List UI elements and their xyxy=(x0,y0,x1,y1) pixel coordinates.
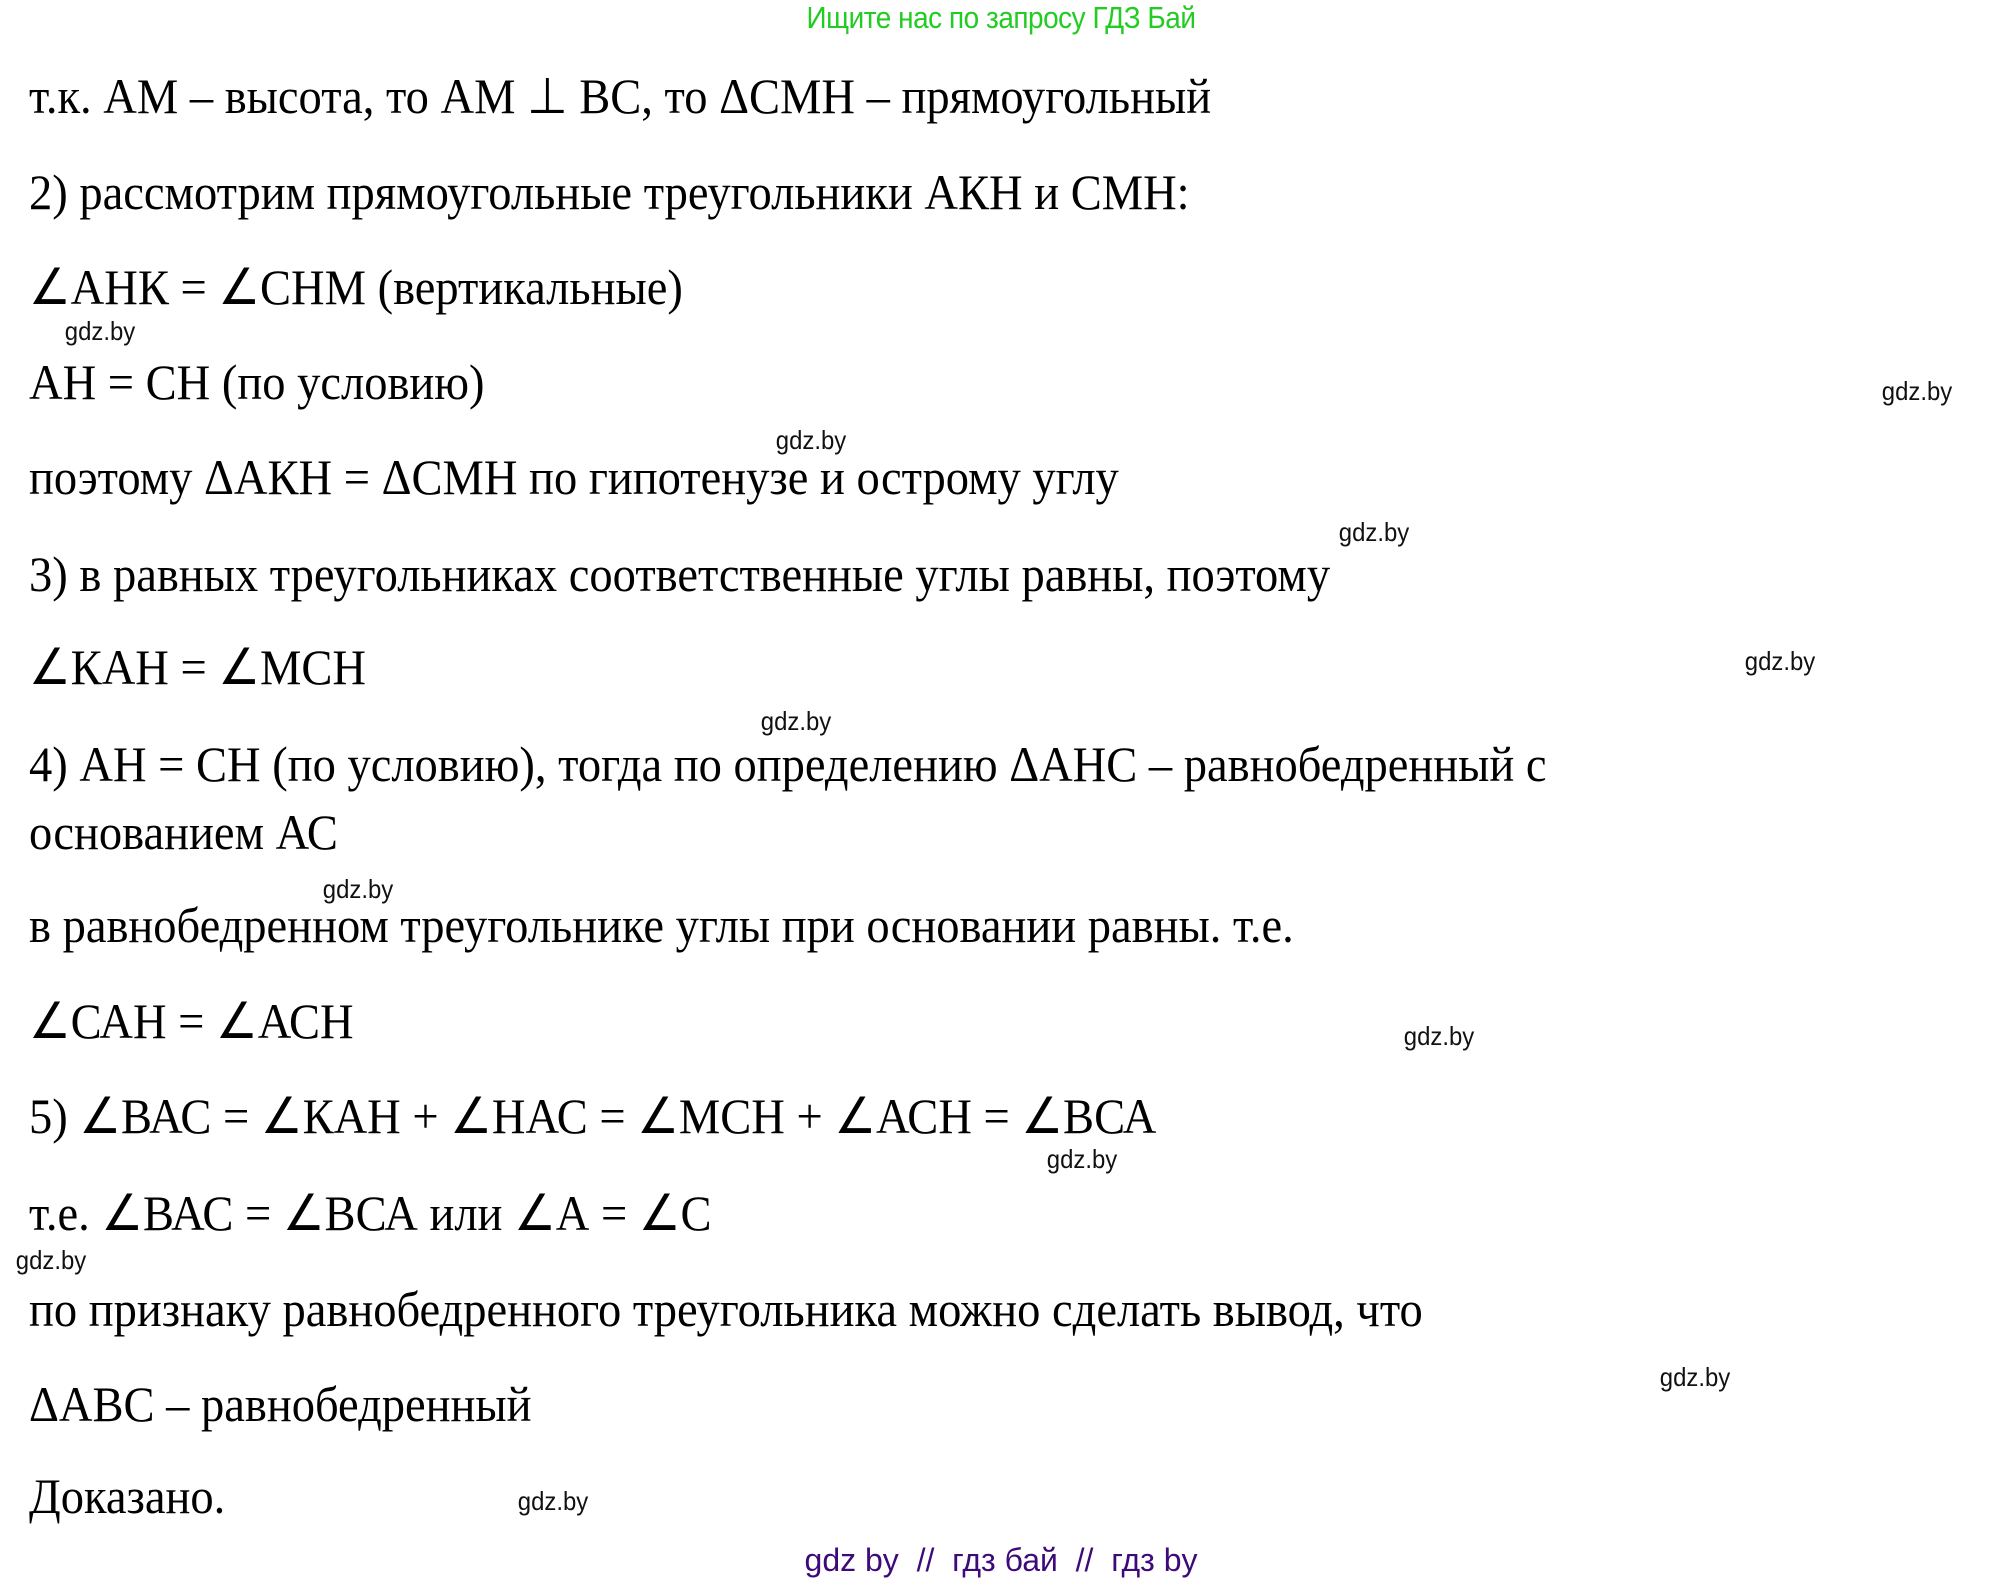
watermark: gdz.by xyxy=(517,1486,589,1516)
solution-line: ∠КАН = ∠МСН xyxy=(29,639,366,695)
solution-line: основанием АС xyxy=(29,804,338,860)
solution-line: ∠САН = ∠АСН xyxy=(29,993,354,1049)
watermark: gdz.by xyxy=(1403,1021,1475,1051)
solution-line: поэтому ΔАКН = ΔСМН по гипотенузе и острому углу xyxy=(29,449,1119,505)
watermark: gdz.by xyxy=(1338,517,1410,547)
solution-line: по признаку равнобедренного треугольника можно сделать вывод, что xyxy=(29,1281,1423,1337)
solution-line: т.е. ∠ВАС = ∠ВСА или ∠А = ∠С xyxy=(29,1185,712,1241)
watermark: gdz.by xyxy=(760,706,832,736)
solution-line: АН = СН (по условию) xyxy=(29,354,485,410)
watermark: gdz.by xyxy=(1046,1144,1118,1174)
footer-banner: gdz by // гдз бай // гдз by xyxy=(804,1542,1198,1578)
solution-line: ∠АНК = ∠СНМ (вертикальные) xyxy=(29,259,683,315)
solution-line: 2) рассмотрим прямоугольные треугольники АКН и СМН: xyxy=(29,164,1190,220)
solution-line: Доказано. xyxy=(29,1468,226,1524)
watermark: gdz.by xyxy=(1659,1362,1731,1392)
watermark: gdz.by xyxy=(1881,376,1953,406)
watermark: gdz.by xyxy=(64,316,136,346)
solution-line: 4) АН = СН (по условию), тогда по определению ΔАНС – равнобедренный с xyxy=(29,736,1547,792)
watermark: gdz.by xyxy=(15,1245,87,1275)
solution-line: ΔАВС – равнобедренный xyxy=(29,1376,532,1432)
watermark: gdz.by xyxy=(775,425,847,455)
solution-line: т.к. АМ – высота, то АМ ⊥ ВС, то ΔСМН – прямоугольный xyxy=(29,68,1212,124)
solution-line: в равнобедренном треугольнике углы при основании равны. т.е. xyxy=(29,897,1294,953)
watermark: gdz.by xyxy=(322,874,394,904)
solution-line: 3) в равных треугольниках соответственные углы равны, поэтому xyxy=(29,546,1331,602)
solution-line: 5) ∠ВАС = ∠КАН + ∠НАС = ∠МСН + ∠АСН = ∠ВСА xyxy=(29,1088,1157,1144)
watermark: gdz.by xyxy=(1744,646,1816,676)
search-hint-banner: Ищите нас по запросу ГДЗ Бай xyxy=(806,0,1196,35)
